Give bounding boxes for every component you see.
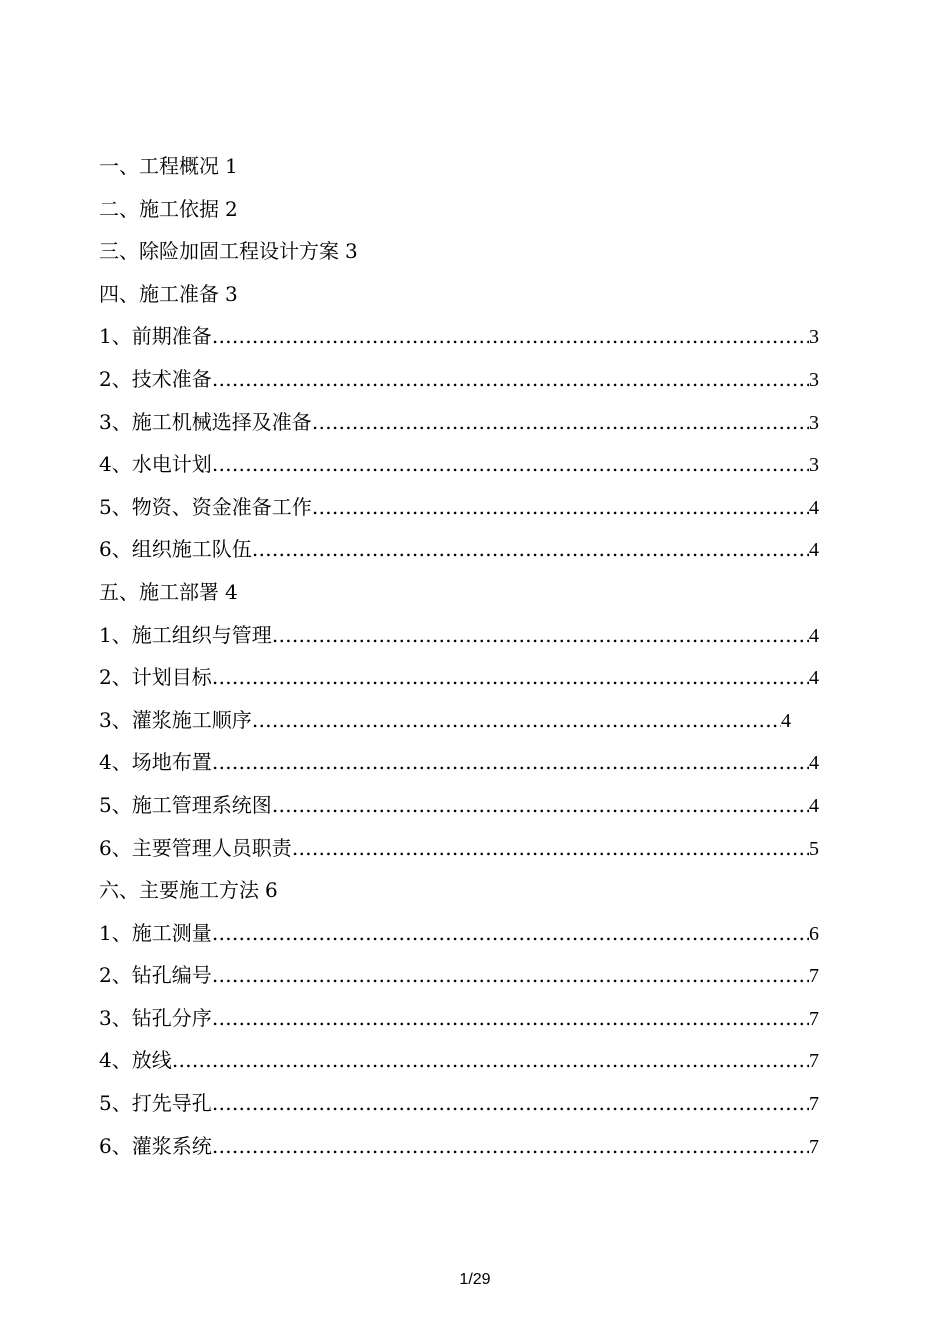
toc-leader-dots	[272, 784, 809, 827]
toc-title: 5、打先导孔	[99, 1091, 212, 1116]
toc-title: 5、物资、资金准备工作	[99, 494, 312, 519]
toc-page-number: 7	[809, 1135, 819, 1158]
toc-leader-dots	[212, 1125, 809, 1168]
toc-entry[interactable]	[99, 827, 819, 870]
toc-title: 四、施工准备	[99, 281, 219, 306]
toc-leader-dots	[212, 358, 809, 401]
toc-entry[interactable]	[99, 358, 819, 401]
toc-entry[interactable]	[99, 784, 819, 827]
toc-leader-dots	[212, 1082, 809, 1125]
toc-page-number: 4	[225, 579, 238, 604]
toc-page-number: 3	[809, 454, 819, 477]
toc-title: 4、场地布置	[99, 750, 212, 775]
toc-leader-dots	[252, 528, 809, 571]
toc-page-number: 4	[809, 794, 819, 817]
toc-entry[interactable]	[99, 912, 819, 955]
toc-leader-dots	[212, 315, 809, 358]
toc-page-number: 6	[809, 922, 819, 945]
toc-title: 1、施工测量	[99, 920, 212, 945]
toc-title: 一、工程概况	[99, 154, 219, 178]
toc-leader-dots	[312, 401, 809, 444]
toc-heading[interactable]	[99, 571, 819, 614]
toc-title: 1、前期准备	[99, 324, 212, 349]
toc-entry[interactable]	[99, 401, 819, 444]
toc-leader-dots	[212, 741, 809, 784]
toc-entry[interactable]	[99, 699, 791, 742]
toc-leader-dots	[172, 1039, 809, 1082]
toc-page-number: 3	[809, 411, 819, 434]
toc-heading[interactable]	[99, 230, 819, 273]
toc-page-number: 7	[809, 1050, 819, 1073]
toc-entry[interactable]	[99, 1082, 819, 1125]
toc-page-number: 7	[809, 965, 819, 988]
toc-leader-dots	[212, 912, 809, 955]
toc-title: 6、主要管理人员职责	[99, 835, 292, 860]
toc-title: 4、放线	[99, 1048, 172, 1073]
toc-page-number: 4	[809, 752, 819, 775]
toc-title: 三、除险加固工程设计方案	[99, 239, 339, 264]
toc-page-number: 7	[809, 1093, 819, 1116]
toc-entry[interactable]	[99, 528, 819, 571]
toc-title: 3、钻孔分序	[99, 1005, 212, 1030]
toc-page-number: 3	[225, 281, 238, 306]
toc-leader-dots	[292, 827, 809, 870]
toc-entry[interactable]	[99, 1039, 819, 1082]
toc-page-number: 4	[809, 496, 819, 519]
toc-leader-dots	[312, 486, 809, 529]
toc-entry[interactable]	[99, 656, 819, 699]
toc-page-number: 6	[265, 878, 278, 903]
toc-page-number: 4	[809, 624, 819, 647]
toc-heading[interactable]	[99, 869, 819, 912]
toc-page-number: 4	[781, 709, 791, 732]
toc-page-number: 3	[809, 326, 819, 349]
toc-entry[interactable]	[99, 486, 819, 529]
toc-heading[interactable]	[99, 145, 819, 188]
toc-title: 4、水电计划	[99, 452, 212, 477]
toc-page-number: 2	[225, 196, 238, 221]
toc-leader-dots	[272, 614, 809, 657]
toc-entry[interactable]	[99, 997, 819, 1040]
toc-leader-dots	[212, 954, 809, 997]
toc-leader-dots	[212, 443, 809, 486]
toc-page-number: 4	[809, 667, 819, 690]
toc-title: 五、施工部署	[99, 579, 219, 604]
toc-leader-dots	[212, 656, 809, 699]
toc-page-number: 4	[809, 539, 819, 562]
toc-page-number: 3	[345, 239, 358, 264]
toc-title: 2、技术准备	[99, 366, 212, 391]
toc-title: 二、施工依据	[99, 196, 219, 221]
toc-title: 6、灌浆系统	[99, 1133, 212, 1158]
toc-entry[interactable]	[99, 443, 819, 486]
toc-heading[interactable]	[99, 188, 819, 231]
toc-entry[interactable]	[99, 315, 819, 358]
toc-page-number: 3	[809, 368, 819, 391]
toc-title: 2、钻孔编号	[99, 963, 212, 988]
toc-title: 3、施工机械选择及准备	[99, 409, 312, 434]
toc-entry[interactable]	[99, 954, 819, 997]
toc-title: 6、组织施工队伍	[99, 537, 252, 562]
toc-page-number: 5	[809, 837, 819, 860]
toc-title: 2、计划目标	[99, 665, 212, 690]
toc-leader-dots	[212, 997, 809, 1040]
toc-page-number: 1	[225, 154, 238, 178]
toc-entry[interactable]	[99, 614, 819, 657]
toc-title: 3、灌浆施工顺序	[99, 707, 252, 732]
toc-entry[interactable]	[99, 741, 819, 784]
toc-page-number: 7	[809, 1007, 819, 1030]
page-number: 1/29	[459, 1271, 491, 1288]
toc-title: 5、施工管理系统图	[99, 792, 272, 817]
toc-title: 1、施工组织与管理	[99, 622, 272, 647]
toc-entry[interactable]	[99, 1125, 819, 1168]
toc-title: 六、主要施工方法	[99, 878, 259, 903]
toc-heading[interactable]	[99, 273, 819, 316]
toc-leader-dots	[252, 699, 781, 742]
table-of-contents	[99, 145, 819, 1167]
